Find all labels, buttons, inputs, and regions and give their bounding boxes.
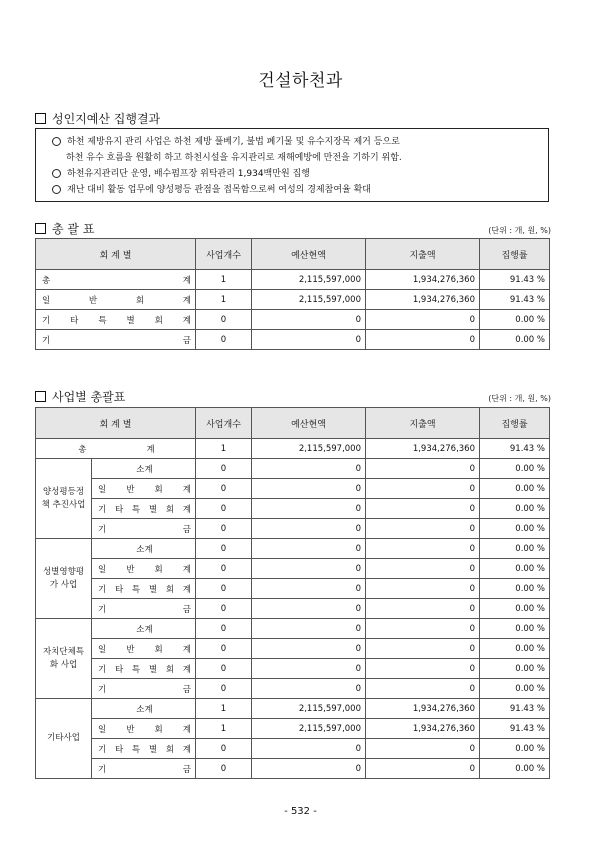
rate-cell: 91.43 % (480, 699, 550, 719)
rate-cell: 0.00 % (480, 759, 550, 779)
spent-cell: 0 (366, 619, 480, 639)
rate-cell: 0.00 % (480, 479, 550, 499)
label-cell (92, 499, 196, 519)
rate-cell: 91.43 % (480, 270, 550, 290)
section-heading-results (35, 110, 160, 127)
row-label: 기 타 특 별 회 계 (42, 315, 191, 326)
rate-cell: 0.00 % (480, 639, 550, 659)
summary-text: 하천유지관리단 운영, 배수펌프장 위탁관리 1,934백만원 집행 (67, 169, 310, 179)
budget-cell: 0 (252, 639, 366, 659)
summary-text: 재난 대비 활동 업무에 양성평등 관점을 접목함으로써 여성의 경제참여율 확대 (67, 185, 371, 195)
spent-cell: 0 (366, 739, 480, 759)
budget-cell: 2,115,597,000 (252, 290, 366, 310)
table-header-row (36, 239, 550, 270)
row-label: 기 금 (98, 764, 191, 775)
count-cell: 1 (196, 699, 252, 719)
checkbox-square-icon (35, 391, 46, 402)
table-row-total (36, 439, 550, 459)
table-row (36, 459, 550, 479)
label-cell (36, 439, 196, 459)
rate-cell: 91.43 % (480, 290, 550, 310)
rate-cell: 0.00 % (480, 519, 550, 539)
budget-cell: 2,115,597,000 (252, 270, 366, 290)
label-cell (92, 519, 196, 539)
count-cell: 0 (196, 479, 252, 499)
row-label: 일 반 회 계 (98, 724, 191, 735)
budget-cell: 0 (252, 759, 366, 779)
rate-cell: 0.00 % (480, 559, 550, 579)
row-label: 총 계 (78, 444, 155, 455)
count-cell: 1 (196, 290, 252, 310)
section-heading-by-project (35, 388, 125, 405)
budget-cell: 0 (252, 559, 366, 579)
summary-box (35, 128, 549, 202)
checkbox-square-icon (35, 223, 46, 234)
label-cell (92, 699, 196, 719)
table-row (36, 599, 550, 619)
table-row (36, 310, 550, 330)
summary-table (35, 238, 550, 350)
label-cell (92, 639, 196, 659)
budget-cell: 0 (252, 739, 366, 759)
rate-cell: 0.00 % (480, 330, 550, 350)
rate-cell: 0.00 % (480, 499, 550, 519)
label-cell (92, 579, 196, 599)
table-row (36, 579, 550, 599)
table-row (36, 739, 550, 759)
header-cell: 회 계 별 (36, 408, 196, 439)
row-label: 기 금 (42, 335, 191, 346)
rate-cell: 0.00 % (480, 739, 550, 759)
rate-cell: 0.00 % (480, 310, 550, 330)
spent-cell: 0 (366, 639, 480, 659)
budget-cell: 0 (252, 619, 366, 639)
count-cell: 0 (196, 539, 252, 559)
count-cell: 0 (196, 519, 252, 539)
row-label: 기 금 (98, 604, 191, 615)
spent-cell: 0 (366, 519, 480, 539)
unit-label: (단위 : 개, 원, %) (488, 226, 551, 235)
label-cell (92, 559, 196, 579)
rate-cell: 0.00 % (480, 539, 550, 559)
budget-cell: 0 (252, 499, 366, 519)
row-label: 기 타 특 별 회 계 (98, 664, 191, 675)
project-table (35, 407, 550, 779)
row-label: 총 계 (42, 275, 191, 286)
count-cell: 1 (196, 439, 252, 459)
table-row (36, 499, 550, 519)
table-row (36, 659, 550, 679)
row-label: 기 금 (98, 684, 191, 695)
page-number: - 532 - (284, 806, 317, 817)
table-row (36, 679, 550, 699)
count-cell: 0 (196, 459, 252, 479)
spent-cell: 0 (366, 559, 480, 579)
spent-cell: 0 (366, 659, 480, 679)
rate-cell: 0.00 % (480, 619, 550, 639)
table-row (36, 759, 550, 779)
summary-item (52, 182, 548, 198)
spent-cell: 0 (366, 759, 480, 779)
row-label: 기 타 특 별 회 계 (98, 744, 191, 755)
label-cell (92, 619, 196, 639)
budget-cell: 0 (252, 539, 366, 559)
spent-cell: 0 (366, 479, 480, 499)
row-label: 소계 (136, 544, 153, 555)
header-cell: 사업개수 (196, 239, 252, 270)
spent-cell: 0 (366, 310, 480, 330)
table-row (36, 699, 550, 719)
count-cell: 0 (196, 679, 252, 699)
label-cell (92, 659, 196, 679)
rate-cell: 0.00 % (480, 459, 550, 479)
header-cell: 예산현액 (252, 408, 366, 439)
row-label: 일 반 회 계 (42, 295, 191, 306)
count-cell: 0 (196, 310, 252, 330)
table-row (36, 539, 550, 559)
group-name-cell: 자치단체특화 사업 (36, 619, 92, 699)
header-cell: 집행률 (480, 408, 550, 439)
budget-cell: 0 (252, 310, 366, 330)
label-cell (36, 310, 196, 330)
label-cell (92, 719, 196, 739)
budget-cell: 2,115,597,000 (252, 719, 366, 739)
summary-text: 하천 유수 흐름을 원활히 하고 하천시설을 유지관리로 재해예방에 만전을 기하기 위함. (66, 153, 402, 163)
group-name-cell: 기타사업 (36, 699, 92, 779)
summary-item (52, 150, 548, 166)
spent-cell: 0 (366, 330, 480, 350)
spent-cell: 0 (366, 499, 480, 519)
budget-cell: 0 (252, 599, 366, 619)
group-name-cell: 양성평등정책 추진사업 (36, 459, 92, 539)
label-cell (92, 599, 196, 619)
section-heading-summary (35, 220, 94, 237)
count-cell: 1 (196, 270, 252, 290)
row-label: 소계 (136, 464, 153, 475)
table-row (36, 519, 550, 539)
summary-item (52, 134, 548, 150)
row-label: 일 반 회 계 (98, 564, 191, 575)
section-heading-text: 성인지예산 집행결과 (52, 112, 161, 126)
count-cell: 0 (196, 639, 252, 659)
page-title: 건설하천과 (258, 71, 343, 91)
rate-cell: 0.00 % (480, 579, 550, 599)
table-row (36, 479, 550, 499)
budget-cell: 0 (252, 459, 366, 479)
budget-cell: 0 (252, 579, 366, 599)
summary-item (52, 166, 548, 182)
table-header-row (36, 408, 550, 439)
circle-bullet-icon (52, 169, 61, 178)
row-label: 일 반 회 계 (98, 644, 191, 655)
table-row (36, 290, 550, 310)
table-row (36, 559, 550, 579)
count-cell: 0 (196, 659, 252, 679)
table-row (36, 619, 550, 639)
table-row (36, 270, 550, 290)
count-cell: 0 (196, 739, 252, 759)
count-cell: 0 (196, 330, 252, 350)
spent-cell: 1,934,276,360 (366, 699, 480, 719)
spent-cell: 1,934,276,360 (366, 270, 480, 290)
rate-cell: 91.43 % (480, 719, 550, 739)
label-cell (92, 539, 196, 559)
budget-cell: 0 (252, 679, 366, 699)
budget-cell: 0 (252, 659, 366, 679)
label-cell (92, 479, 196, 499)
budget-cell: 0 (252, 519, 366, 539)
rate-cell: 91.43 % (480, 439, 550, 459)
count-cell: 0 (196, 599, 252, 619)
spent-cell: 1,934,276,360 (366, 290, 480, 310)
budget-cell: 0 (252, 330, 366, 350)
section-heading-text: 사업별 총괄표 (52, 390, 126, 404)
row-label: 일 반 회 계 (98, 484, 191, 495)
spent-cell: 0 (366, 679, 480, 699)
budget-cell: 0 (252, 479, 366, 499)
row-label: 기 타 특 별 회 계 (98, 584, 191, 595)
label-cell (92, 679, 196, 699)
label-cell (92, 739, 196, 759)
table-row (36, 330, 550, 350)
table-row (36, 719, 550, 739)
circle-bullet-icon (52, 137, 61, 146)
header-cell: 회 계 별 (36, 239, 196, 270)
section-heading-text: 총 괄 표 (52, 222, 95, 236)
spent-cell: 0 (366, 539, 480, 559)
count-cell: 0 (196, 559, 252, 579)
label-cell (92, 459, 196, 479)
header-cell: 지출액 (366, 239, 480, 270)
row-label: 기 타 특 별 회 계 (98, 504, 191, 515)
spent-cell: 0 (366, 579, 480, 599)
budget-cell: 2,115,597,000 (252, 439, 366, 459)
header-cell: 사업개수 (196, 408, 252, 439)
label-cell (92, 759, 196, 779)
spent-cell: 0 (366, 459, 480, 479)
row-label: 기 금 (98, 524, 191, 535)
header-cell: 집행률 (480, 239, 550, 270)
row-label: 소계 (136, 704, 153, 715)
label-cell (36, 290, 196, 310)
count-cell: 0 (196, 579, 252, 599)
rate-cell: 0.00 % (480, 599, 550, 619)
spent-cell: 1,934,276,360 (366, 439, 480, 459)
row-label: 소계 (136, 624, 153, 635)
spent-cell: 0 (366, 599, 480, 619)
count-cell: 1 (196, 719, 252, 739)
checkbox-square-icon (35, 113, 46, 124)
count-cell: 0 (196, 759, 252, 779)
spent-cell: 1,934,276,360 (366, 719, 480, 739)
circle-bullet-icon (52, 185, 61, 194)
header-cell: 지출액 (366, 408, 480, 439)
unit-label: (단위 : 개, 원, %) (488, 394, 551, 403)
summary-text: 하천 제방유지 관리 사업은 하천 제방 풀베기, 불법 폐기물 및 유수지장목 제거 등으로 (67, 137, 400, 147)
rate-cell: 0.00 % (480, 659, 550, 679)
label-cell (36, 270, 196, 290)
budget-cell: 2,115,597,000 (252, 699, 366, 719)
count-cell: 0 (196, 619, 252, 639)
count-cell: 0 (196, 499, 252, 519)
label-cell (36, 330, 196, 350)
rate-cell: 0.00 % (480, 679, 550, 699)
table-row (36, 639, 550, 659)
group-name-cell: 성별영향평가 사업 (36, 539, 92, 619)
header-cell: 예산현액 (252, 239, 366, 270)
